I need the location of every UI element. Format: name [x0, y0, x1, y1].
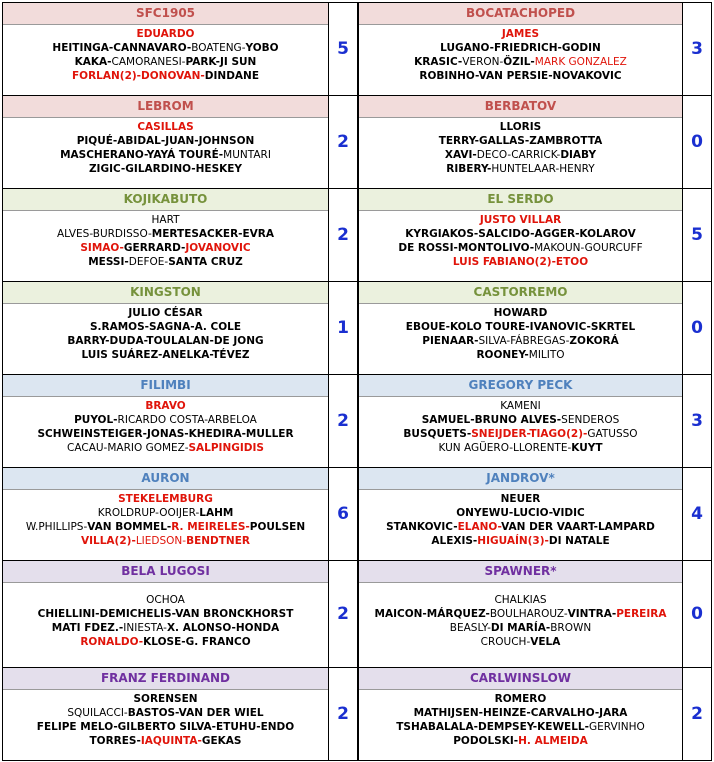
player-name: DI NATALE [548, 535, 610, 547]
player-name: X. ALONSO-HONDA [166, 622, 280, 634]
team-name: EL SERDO [359, 189, 682, 211]
player-name: SANTA CRUZ [168, 256, 243, 268]
player-name: ÖZIL- [503, 56, 535, 68]
lineup-line [359, 241, 682, 255]
home-team-cell [2, 188, 329, 282]
player-name: SAMUEL-BRUNO ALVES- [421, 414, 562, 426]
lineup-line [359, 413, 682, 427]
player-name: ZIGIC-GILARDINO-HESKEY [88, 163, 243, 175]
player-name: SQUILACCI- [67, 707, 128, 719]
lineup-line [3, 734, 328, 748]
player-name: KUN AGÜERO-LLORENTE- [438, 442, 572, 454]
player-name: GERRARD- [123, 242, 186, 254]
lineup-line [359, 334, 682, 348]
lineup-line [3, 534, 328, 548]
player-name: HEITINGA-CANNAVARO- [52, 42, 192, 54]
lineup-line [359, 320, 682, 334]
match-row [0, 467, 714, 561]
player-name: GATUSSO [587, 428, 638, 440]
player-name: BRAVO [145, 400, 186, 412]
player-name: IAQUINTA- [140, 735, 202, 747]
player-name: TERRY-GALLAS-ZAMBROTTA [438, 135, 603, 147]
home-team-cell [2, 467, 329, 561]
team-name: LEBROM [3, 96, 328, 118]
lineup-line [3, 427, 328, 441]
player-name: RIBERY- [446, 163, 492, 175]
team-name: GREGORY PECK [359, 375, 682, 397]
score-value: 3 [691, 39, 703, 59]
player-name: KYRGIAKOS-SALCIDO-AGGER-KOLAROV [405, 228, 636, 240]
home-team-cell [2, 560, 329, 668]
player-name: ZOKORÁ [569, 335, 619, 347]
home-score-cell [328, 374, 358, 468]
lineup-line [359, 692, 682, 706]
player-name: BARRY-DUDA-TOULALAN-DE JONG [67, 335, 264, 347]
player-name: FORLAN(2)-DONOVAN- [71, 70, 205, 82]
lineup-line [3, 148, 328, 162]
away-team-cell [358, 281, 683, 375]
player-name: KROLDRUP-OOIJER- [97, 507, 200, 519]
lineup-line [359, 734, 682, 748]
score-value: 5 [691, 225, 703, 245]
player-name: LUGANO-FRIEDRICH-GODIN [440, 42, 601, 54]
away-score-cell [682, 467, 712, 561]
player-name: JULIO CÉSAR [128, 307, 203, 319]
player-name: PIQUÉ-ABIDAL-JUAN-JOHNSON [76, 135, 255, 147]
lineup-line [359, 213, 682, 227]
player-name: SORENSEN [133, 693, 198, 705]
lineup-line [3, 692, 328, 706]
team-name: CARLWINSLOW [359, 668, 682, 690]
player-name: LAHM [199, 507, 234, 519]
away-team-cell [358, 560, 683, 668]
score-value: 0 [691, 318, 703, 338]
lineup-line [359, 27, 682, 41]
score-value: 3 [691, 411, 703, 431]
lineup [359, 690, 682, 748]
player-name: VERON- [462, 56, 504, 68]
lineup-line [359, 427, 682, 441]
away-team-cell [358, 667, 683, 761]
lineup [3, 397, 328, 455]
away-score-cell [682, 667, 712, 761]
lineup-line [359, 520, 682, 534]
player-name: XAVI- [444, 149, 477, 161]
team-name: SPAWNER* [359, 561, 682, 583]
match-row [0, 281, 714, 375]
score-value: 2 [337, 411, 349, 431]
player-name: ALVES-BURDISSO- [56, 228, 152, 240]
away-team-cell [358, 2, 683, 96]
player-name: LIEDSON- [135, 535, 187, 547]
score-value: 2 [337, 132, 349, 152]
player-name: SALPINGIDIS [188, 442, 264, 454]
player-name: DECO-CARRICK- [476, 149, 561, 161]
lineup [3, 583, 328, 649]
player-name: CAMORANESI- [111, 56, 186, 68]
player-name: JUSTO VILLAR [479, 214, 562, 226]
player-name: MAKOUN-GOURCUFF [534, 242, 643, 254]
player-name: FELIPE MELO-GILBERTO SILVA-ETUHU-ENDO [36, 721, 295, 733]
lineup [359, 211, 682, 269]
lineup-line [3, 635, 328, 649]
player-name: BOULHAROUZ- [489, 608, 568, 620]
lineup [359, 583, 682, 649]
lineup-line [3, 134, 328, 148]
lineup-line [3, 441, 328, 455]
lineup-line [359, 348, 682, 362]
player-name: MESSI- [88, 256, 129, 268]
away-score-cell [682, 2, 712, 96]
home-score-cell [328, 2, 358, 96]
player-name: KRASIC- [414, 56, 463, 68]
lineup-line [359, 306, 682, 320]
player-name: JOVANOVIC [185, 242, 251, 254]
player-name: HIGUAÍN(3)- [477, 535, 549, 547]
player-name: MARK GONZALEZ [534, 56, 627, 68]
lineup-line [3, 306, 328, 320]
player-name: VAN BOMMEL- [87, 521, 172, 533]
player-name: STANKOVIC- [386, 521, 458, 533]
lineup-line [359, 41, 682, 55]
match-row [0, 188, 714, 282]
team-name: KOJIKABUTO [3, 189, 328, 211]
player-name: SCHWEINSTEIGER-JONAS-KHEDIRA-MULLER [37, 428, 294, 440]
player-name: RONALDO- [80, 636, 144, 648]
home-team-cell [2, 2, 329, 96]
player-name: BEASLY- [449, 622, 491, 634]
player-name: R. MEIRELES- [171, 521, 250, 533]
player-name: HUNTELAAR-HENRY [491, 163, 595, 175]
player-name: KAKA- [74, 56, 112, 68]
player-name: PODOLSKI- [453, 735, 519, 747]
lineup-line [359, 706, 682, 720]
lineup-line [3, 621, 328, 635]
player-name: INIESTA- [123, 622, 167, 634]
player-name: JAMES [501, 28, 540, 40]
score-value: 0 [691, 132, 703, 152]
player-name: BROWN [550, 622, 592, 634]
home-score-cell [328, 560, 358, 668]
match-row [0, 2, 714, 96]
team-name: FRANZ FERDINAND [3, 668, 328, 690]
lineup [359, 490, 682, 548]
match-row [0, 667, 714, 761]
lineup-line [3, 492, 328, 506]
player-name: CHALKIAS [494, 594, 547, 606]
lineup-line [3, 520, 328, 534]
lineup-line [3, 334, 328, 348]
lineup-line [3, 706, 328, 720]
player-name: KUYT [571, 442, 603, 454]
score-value: 0 [691, 604, 703, 624]
lineup-line [3, 607, 328, 621]
player-name: NEUER [500, 493, 541, 505]
lineup-line [3, 162, 328, 176]
score-value: 2 [337, 704, 349, 724]
lineup-line [3, 120, 328, 134]
player-name: VINTRA- [567, 608, 617, 620]
player-name: MATI FDEZ.- [51, 622, 124, 634]
lineup-line [359, 607, 682, 621]
player-name: SIMAO- [80, 242, 124, 254]
lineup [3, 25, 328, 83]
player-name: PEREIRA [616, 608, 667, 620]
player-name: ALEXIS- [431, 535, 478, 547]
player-name: CACAU-MARIO GOMEZ- [67, 442, 189, 454]
lineup-line [3, 506, 328, 520]
home-score-cell [328, 281, 358, 375]
lineup-line [3, 593, 328, 607]
player-name: LUIS SUÁREZ-ANELKA-TÉVEZ [81, 349, 250, 361]
lineup [359, 25, 682, 83]
lineup-line [359, 120, 682, 134]
lineup-line [359, 255, 682, 269]
lineup-line [359, 227, 682, 241]
lineup-line [3, 255, 328, 269]
player-name: EBOUE-KOLO TOURE-IVANOVIC-SKRTEL [405, 321, 636, 333]
player-name: STEKELEMBURG [118, 493, 213, 505]
player-name: MASCHERANO-YAYÁ TOURÉ- [60, 149, 224, 161]
score-value: 2 [337, 604, 349, 624]
player-name: BASTOS-VAN DER WIEL [127, 707, 264, 719]
away-team-cell [358, 95, 683, 189]
lineup-line [3, 69, 328, 83]
player-name: LLORIS [499, 121, 542, 133]
player-name: GERVINHO [588, 721, 645, 733]
score-value: 2 [337, 225, 349, 245]
player-name: PIENAAR- [422, 335, 479, 347]
home-team-cell [2, 281, 329, 375]
player-name: BENDTNER [186, 535, 250, 547]
home-team-cell [2, 667, 329, 761]
player-name: MAICON-MÁRQUEZ- [374, 608, 490, 620]
player-name: KAMENI [500, 400, 541, 412]
score-value: 6 [337, 504, 349, 524]
lineup-line [359, 441, 682, 455]
player-name: RICARDO COSTA-ARBELOA [117, 414, 257, 426]
away-score-cell [682, 95, 712, 189]
lineup-line [3, 27, 328, 41]
player-name: EDUARDO [136, 28, 195, 40]
match-row [0, 95, 714, 189]
player-name: MUNTARI [223, 149, 271, 161]
player-name: DINDANE [204, 70, 260, 82]
home-score-cell [328, 188, 358, 282]
away-team-cell [358, 467, 683, 561]
lineup-line [359, 134, 682, 148]
lineup-line [359, 148, 682, 162]
lineup-line [359, 162, 682, 176]
score-value: 2 [691, 704, 703, 724]
player-name: POULSEN [249, 521, 306, 533]
player-name: DEFOE- [128, 256, 169, 268]
lineup-line [3, 348, 328, 362]
player-name: SENDEROS [561, 414, 620, 426]
player-name: TORRES- [89, 735, 141, 747]
team-name: AURON [3, 468, 328, 490]
player-name: ONYEWU-LUCIO-VIDIC [456, 507, 585, 519]
player-name: TSHABALALA-DEMPSEY-KEWELL- [396, 721, 589, 733]
lineup-line [359, 399, 682, 413]
team-name: BERBATOV [359, 96, 682, 118]
lineup-line [359, 593, 682, 607]
player-name: MILITO [528, 349, 565, 361]
home-score-cell [328, 95, 358, 189]
player-name: BOATENG- [191, 42, 246, 54]
lineup-line [3, 399, 328, 413]
lineup [3, 304, 328, 362]
player-name: YOBO [245, 42, 279, 54]
player-name: DE ROSSI-MONTOLIVO- [398, 242, 535, 254]
player-name: CROUCH- [480, 636, 531, 648]
player-name: MATHIJSEN-HEINZE-CARVALHO-JARA [413, 707, 628, 719]
home-score-cell [328, 667, 358, 761]
player-name: KLOSE-G. FRANCO [143, 636, 251, 648]
player-name: SILVA-FÁBREGAS- [478, 335, 570, 347]
team-name: FILIMBI [3, 375, 328, 397]
player-name: SNEIJDER-TIAGO(2)- [471, 428, 588, 440]
player-name: CASILLAS [137, 121, 194, 133]
player-name: MERTESACKER-EVRA [151, 228, 275, 240]
lineup-line [3, 720, 328, 734]
home-team-cell [2, 95, 329, 189]
lineup-line [3, 227, 328, 241]
away-score-cell [682, 374, 712, 468]
player-name: VILLA(2)- [81, 535, 136, 547]
lineup [3, 118, 328, 176]
score-value: 5 [337, 39, 349, 59]
player-name: HART [151, 214, 180, 226]
score-value: 1 [337, 318, 349, 338]
lineup-line [359, 621, 682, 635]
player-name: VAN DER VAART-LAMPARD [501, 521, 655, 533]
away-team-cell [358, 374, 683, 468]
player-name: S.RAMOS-SAGNA-A. COLE [89, 321, 242, 333]
lineup [359, 397, 682, 455]
lineup-line [359, 720, 682, 734]
team-name: BOCATACHOPED [359, 3, 682, 25]
player-name: LUIS FABIANO(2)-ETOO [452, 256, 589, 268]
player-name: H. ALMEIDA [518, 735, 588, 747]
lineup [359, 304, 682, 362]
player-name: ELANO- [457, 521, 502, 533]
player-name: PUYOL- [74, 414, 118, 426]
lineup-line [3, 241, 328, 255]
player-name: ROMERO [494, 693, 547, 705]
lineup [359, 118, 682, 176]
away-score-cell [682, 188, 712, 282]
lineup-line [3, 41, 328, 55]
away-score-cell [682, 281, 712, 375]
lineup-line [359, 534, 682, 548]
lineup-line [359, 635, 682, 649]
lineup-line [359, 492, 682, 506]
lineup-line [359, 69, 682, 83]
home-team-cell [2, 374, 329, 468]
team-name: SFC1905 [3, 3, 328, 25]
lineup-line [3, 320, 328, 334]
away-score-cell [682, 560, 712, 668]
lineup-line [3, 55, 328, 69]
lineup-line [359, 506, 682, 520]
match-row [0, 560, 714, 668]
away-team-cell [358, 188, 683, 282]
player-name: GEKAS [201, 735, 242, 747]
team-name: CASTORREMO [359, 282, 682, 304]
lineup [3, 690, 328, 748]
player-name: ROBINHO-VAN PERSIE-NOVAKOVIC [419, 70, 622, 82]
home-score-cell [328, 467, 358, 561]
player-name: DI MARÍA- [490, 622, 551, 634]
player-name: OCHOA [146, 594, 185, 606]
player-name: VELA [530, 636, 561, 648]
player-name: HOWARD [493, 307, 548, 319]
player-name: ROONEY- [476, 349, 529, 361]
player-name: CHIELLINI-DEMICHELIS-VAN BRONCKHORST [37, 608, 294, 620]
lineup-line [3, 413, 328, 427]
player-name: W.PHILLIPS- [25, 521, 88, 533]
player-name: PARK-JI SUN [185, 56, 257, 68]
lineup [3, 490, 328, 548]
team-name: BELA LUGOSI [3, 561, 328, 583]
player-name: BUSQUETS- [403, 428, 472, 440]
player-name: DIABY [560, 149, 597, 161]
team-name: JANDROV* [359, 468, 682, 490]
team-name: KINGSTON [3, 282, 328, 304]
lineup-line [359, 55, 682, 69]
score-value: 4 [691, 504, 703, 524]
match-row [0, 374, 714, 468]
lineup-line [3, 213, 328, 227]
lineup [3, 211, 328, 269]
